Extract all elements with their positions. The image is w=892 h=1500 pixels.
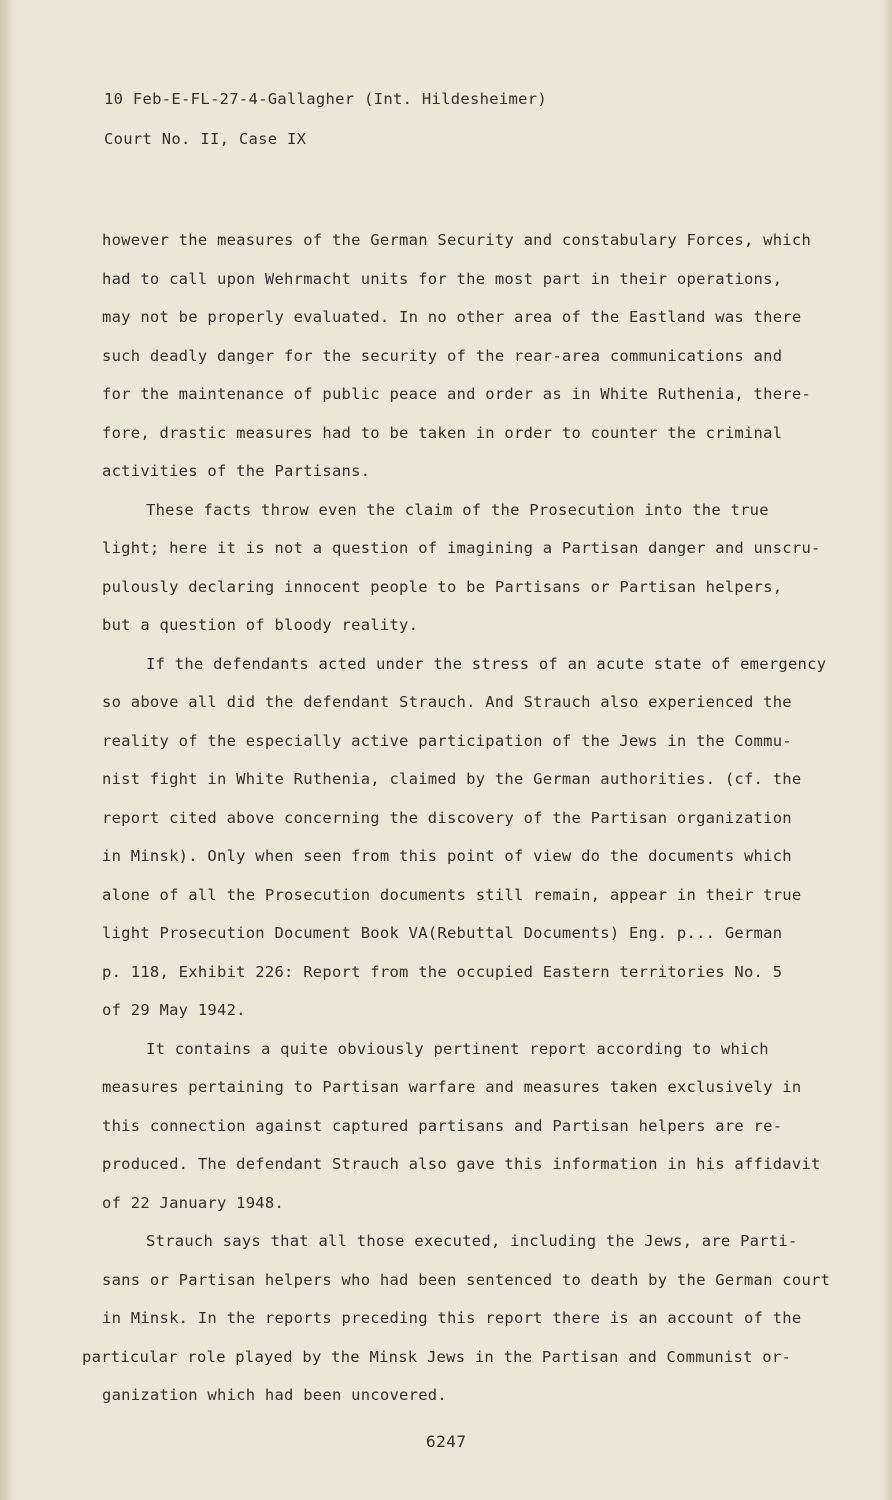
text-line: These facts throw even the claim of the Prosecution into the true xyxy=(146,500,769,519)
text-line: in Minsk). Only when seen from this point of view do the documents which xyxy=(102,847,792,865)
page-edge-shading xyxy=(882,0,892,1500)
text-line: had to call upon Wehrmacht units for the most part in their operations, xyxy=(102,269,783,288)
text-line: activities of the Partisans. xyxy=(102,462,371,480)
page-edge-shading xyxy=(0,0,14,1500)
court-case-line: Court No. II, Case IX xyxy=(104,130,307,148)
text-line: nist fight in White Ruthenia, claimed by the German authorities. (cf. the xyxy=(102,770,802,788)
text-line: but a question of bloody reality. xyxy=(102,616,419,634)
page-number: 6247 xyxy=(426,1432,467,1451)
paragraph xyxy=(82,1227,832,1420)
text-line: in Minsk. In the reports preceding this report there is an account of the xyxy=(102,1309,802,1327)
text-line: light Prosecution Document Book VA(Rebuttal Documents) Eng. p... German xyxy=(102,924,783,942)
document-body xyxy=(82,226,832,1420)
text-line: of 22 January 1948. xyxy=(102,1193,285,1212)
text-line: It contains a quite obviously pertinent report according to which xyxy=(146,1039,769,1058)
paragraph xyxy=(102,496,832,650)
text-line: fore, drastic measures had to be taken in order to counter the criminal xyxy=(102,423,783,442)
text-line: for the maintenance of public peace and order as in White Ruthenia, there- xyxy=(102,385,812,403)
text-line: pulously declaring innocent people to be Partisans or Partisan helpers, xyxy=(102,577,783,596)
text-line: ganization which had been uncovered. xyxy=(102,1386,447,1404)
text-line: may not be properly evaluated. In no other area of the Eastland was there xyxy=(102,308,802,326)
paragraph xyxy=(102,650,832,1035)
text-line: report cited above concerning the discovery of the Partisan organization xyxy=(102,808,792,827)
text-line: measures pertaining to Partisan warfare and measures taken exclusively in xyxy=(102,1078,802,1096)
text-line: however the measures of the German Security and constabulary Forces, which xyxy=(102,231,812,249)
text-line: If the defendants acted under the stress of an acute state of emergency xyxy=(146,654,827,673)
text-line: reality of the especially active participation of the Jews in the Commu- xyxy=(102,731,792,750)
text-line: produced. The defendant Strauch also gave this information in his affidavit xyxy=(102,1155,821,1173)
text-line: Strauch says that all those executed, including the Jews, are Parti- xyxy=(146,1232,798,1250)
text-line: alone of all the Prosecution documents still remain, appear in their true xyxy=(102,885,802,904)
text-line: particular role played by the Minsk Jews in the Partisan and Communist or- xyxy=(82,1347,792,1366)
paragraph xyxy=(102,1035,832,1228)
text-line: so above all did the defendant Strauch. And Strauch also experienced the xyxy=(102,693,792,711)
text-line: p. 118, Exhibit 226: Report from the occupied Eastern territories No. 5 xyxy=(102,962,783,981)
text-line: of 29 May 1942. xyxy=(102,1001,246,1019)
document-reference: 10 Feb-E-FL-27-4-Gallagher (Int. Hildesheimer) xyxy=(104,90,548,108)
text-line: this connection against captured partisans and Partisan helpers are re- xyxy=(102,1116,783,1135)
paragraph xyxy=(102,226,832,496)
text-line: sans or Partisan helpers who had been sentenced to death by the German court xyxy=(102,1270,831,1289)
text-line: light; here it is not a question of imagining a Partisan danger and unscru- xyxy=(102,539,821,557)
text-line: such deadly danger for the security of the rear-area communications and xyxy=(102,346,783,365)
